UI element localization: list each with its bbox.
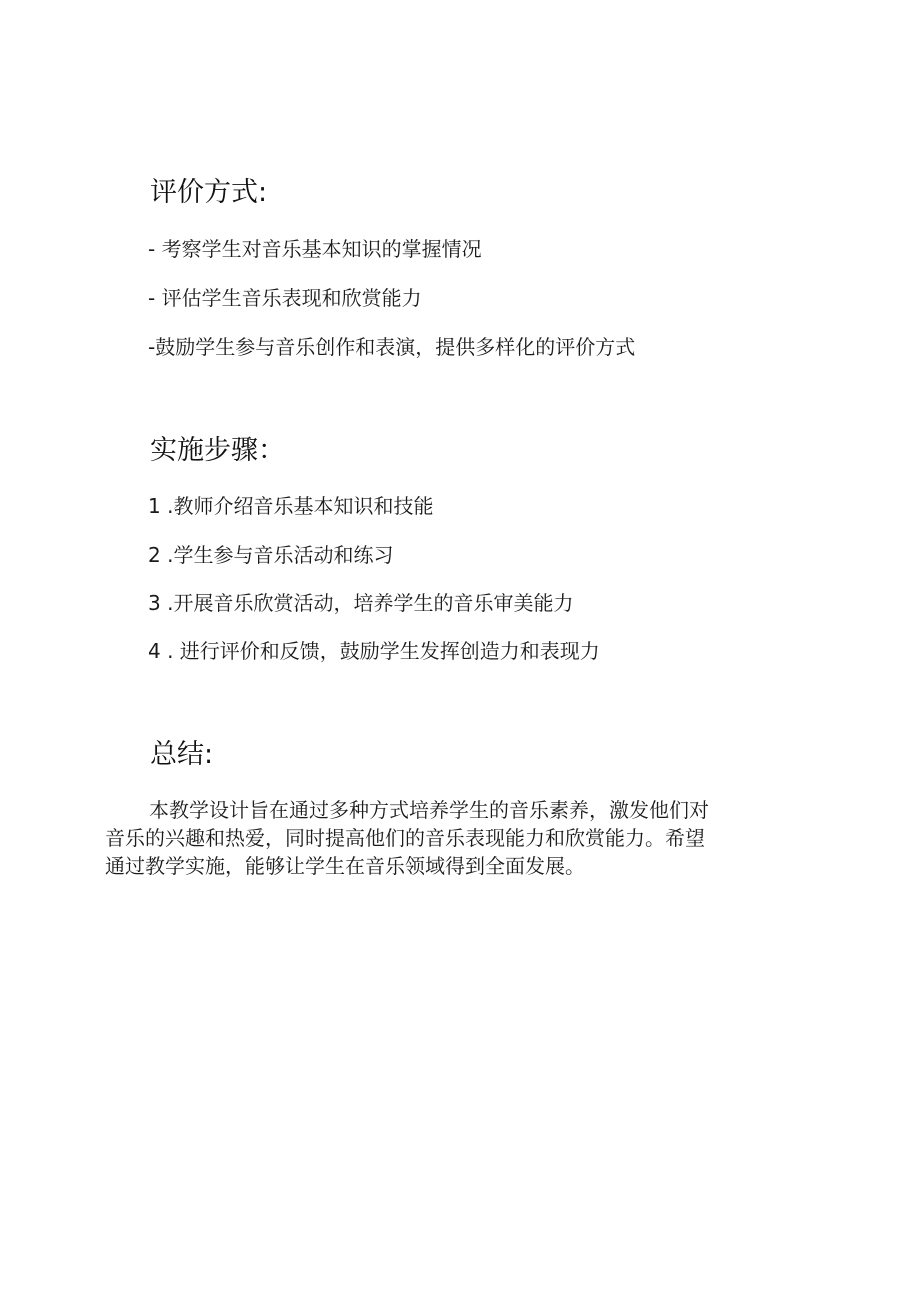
summary-heading: 总结: xyxy=(150,739,214,770)
evaluation-heading: 评价方式: xyxy=(150,177,268,208)
step-item: 4 . 进行评价和反馈，鼓励学生发挥创造力和表现力 xyxy=(148,639,600,663)
step-item: 2 .学生参与音乐活动和练习 xyxy=(148,543,394,567)
summary-paragraph xyxy=(105,796,805,880)
step-item: 1 .教师介绍音乐基本知识和技能 xyxy=(148,494,434,518)
summary-line: 本教学设计旨在通过多种方式培养学生的音乐素养，激发他们对 xyxy=(149,798,709,822)
summary-line: 音乐的兴趣和热爱，同时提高他们的音乐表现能力和欣赏能力。希望 xyxy=(105,826,705,850)
step-item: 3 .开展音乐欣赏活动，培养学生的音乐审美能力 xyxy=(148,591,574,615)
evaluation-item: - 评估学生音乐表现和欣赏能力 xyxy=(148,286,422,310)
evaluation-item: - 考察学生对音乐基本知识的掌握情况 xyxy=(148,237,482,261)
evaluation-item: -鼓励学生参与音乐创作和表演，提供多样化的评价方式 xyxy=(148,335,636,359)
steps-heading: 实施步骤： xyxy=(150,435,285,466)
summary-line: 通过教学实施，能够让学生在音乐领域得到全面发展。 xyxy=(105,854,585,878)
